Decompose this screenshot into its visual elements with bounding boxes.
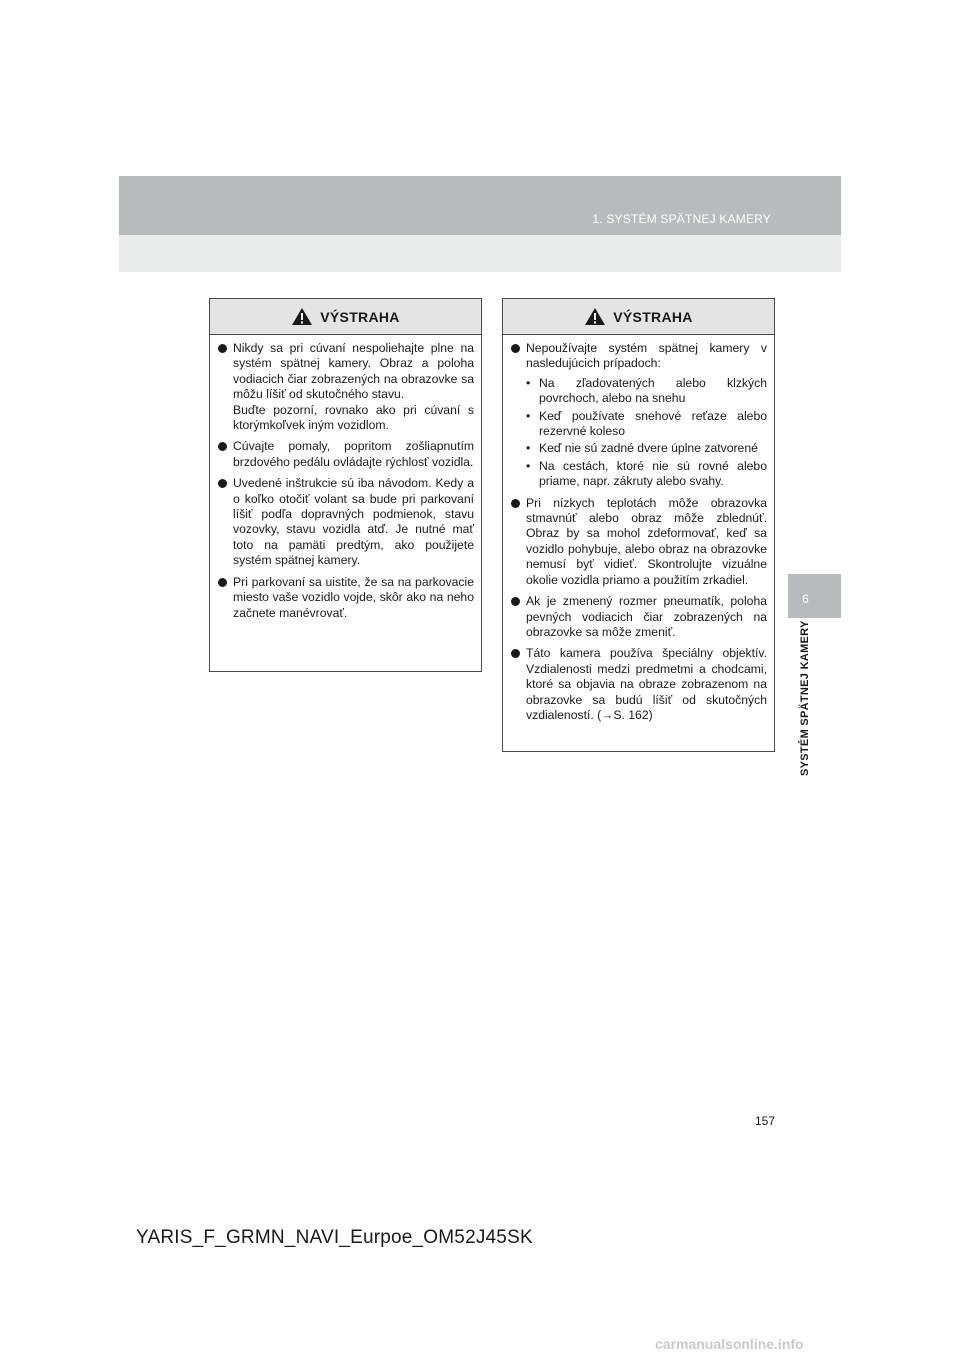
document-code: YARIS_F_GRMN_NAVI_Eurpoe_OM52J45SK <box>136 1227 533 1248</box>
watermark: carmanualsonline.info <box>655 1336 804 1352</box>
sub-list-item <box>526 376 767 407</box>
warning-triangle-icon <box>291 307 313 326</box>
bullet-icon <box>511 649 520 658</box>
sub-list-item <box>526 459 767 490</box>
warning-text: Pri parkovaní sa uistite, že sa na parkovacie miesto vaše vozidlo vojde, skôr ako na neho začnete manévrovať. <box>233 574 474 620</box>
section-title: 1. SYSTÉM SPÄTNEJ KAMERY <box>592 212 771 226</box>
sub-list-text: Keď nie sú zadné dvere úplne zatvorené <box>539 441 758 456</box>
sub-list-text: Na cestách, ktoré nie sú rovné alebo priame, napr. zákruty alebo svahy. <box>539 458 767 489</box>
bullet-icon <box>218 442 227 451</box>
header-band <box>119 176 841 272</box>
warning-title: VÝSTRAHA <box>320 308 400 325</box>
warning-text: Nikdy sa pri cúvaní nespoliehajte plne na systém spätnej kamery. Obraz a poloha vodiacich čiar zobrazených na obrazovke sa môžu líšiť od skutočného stavu. <box>233 341 474 402</box>
warning-header <box>210 299 481 335</box>
warning-item <box>511 341 767 490</box>
warning-box-left <box>209 298 482 672</box>
sub-bullet-icon: • <box>526 441 531 456</box>
warning-item <box>218 341 474 433</box>
warning-text: Uvedené inštrukcie sú iba návodom. Kedy a o koľko otočiť volant sa bude pri parkovaní líšiť podľa dopravných podmienok, stavu vozovky, stavu vozidla atď. Je nutné mať toto na pamäti predtým, ako použijete systém spätnej kamery. <box>233 476 474 568</box>
warning-text: Ak je zmenený rozmer pneumatík, poloha pevných vodiacich čiar zobrazených na obrazovke sa môže zmeniť. <box>526 594 767 639</box>
warning-item <box>218 476 474 568</box>
chapter-side-label-text: SYSTÉM SPÄTNEJ KAMERY <box>799 620 811 776</box>
warning-text: Táto kamera používa špeciálny objektív. Vzdialenosti medzi predmetmi a chodcami, ktoré sa objavia na obraze zobrazenom na obrazovke sa budú líšiť od skutočných vzdialeností. (→S. 162) <box>526 646 767 722</box>
sub-bullet-icon: • <box>526 408 531 423</box>
sub-list <box>526 376 767 490</box>
sub-list-item <box>526 441 767 456</box>
sub-bullet-icon: • <box>526 458 531 473</box>
header-top-bar <box>119 176 841 235</box>
warning-text: Nepoužívajte systém spätnej kamery v nasledujúcich prípadoch: <box>526 341 767 371</box>
warning-triangle-icon <box>584 307 606 326</box>
warning-text: Pri nízkych teplotách môže obrazovka stmavnúť alebo obraz môže zblednúť. Obraz by sa mohol zdeformovať, keď sa vozidlo pohybuje, alebo obraz na obrazovke nemusí byť vidieť. Skontrolujte vizuálne okolie vozidla priamo a použitím zrkadiel. <box>526 495 767 587</box>
sub-list-item <box>526 409 767 440</box>
warning-box-right <box>502 298 775 752</box>
chapter-number: 6 <box>802 592 809 606</box>
warning-header <box>503 299 774 335</box>
warning-item <box>218 575 474 621</box>
warning-item <box>511 594 767 640</box>
warning-title: VÝSTRAHA <box>613 308 693 325</box>
warning-item <box>511 496 767 588</box>
sub-bullet-icon: • <box>526 375 531 390</box>
warning-list <box>210 335 481 621</box>
chapter-side-label <box>788 620 824 778</box>
bullet-icon <box>218 344 227 353</box>
page-number: 157 <box>754 1114 775 1128</box>
bullet-icon <box>218 479 227 488</box>
bullet-icon <box>511 597 520 606</box>
bullet-icon <box>511 344 520 353</box>
sub-list-text: Keď používate snehové reťaze alebo rezervné koleso <box>539 408 767 439</box>
warning-item <box>218 439 474 470</box>
warning-text: Buďte pozorní, rovnako ako pri cúvaní s ktorýmkoľvek iným vozidlom. <box>233 402 474 433</box>
bullet-icon <box>511 499 520 508</box>
warning-text: Cúvajte pomaly, popritom zošliapnutím brzdového pedálu ovládajte rýchlosť vozidla. <box>233 439 474 469</box>
sub-list-text: Na zľadovatených alebo klzkých povrchoch, alebo na snehu <box>539 375 767 406</box>
warning-item <box>511 646 767 723</box>
chapter-tab <box>788 574 841 618</box>
bullet-icon <box>218 578 227 587</box>
warning-list <box>503 335 774 723</box>
